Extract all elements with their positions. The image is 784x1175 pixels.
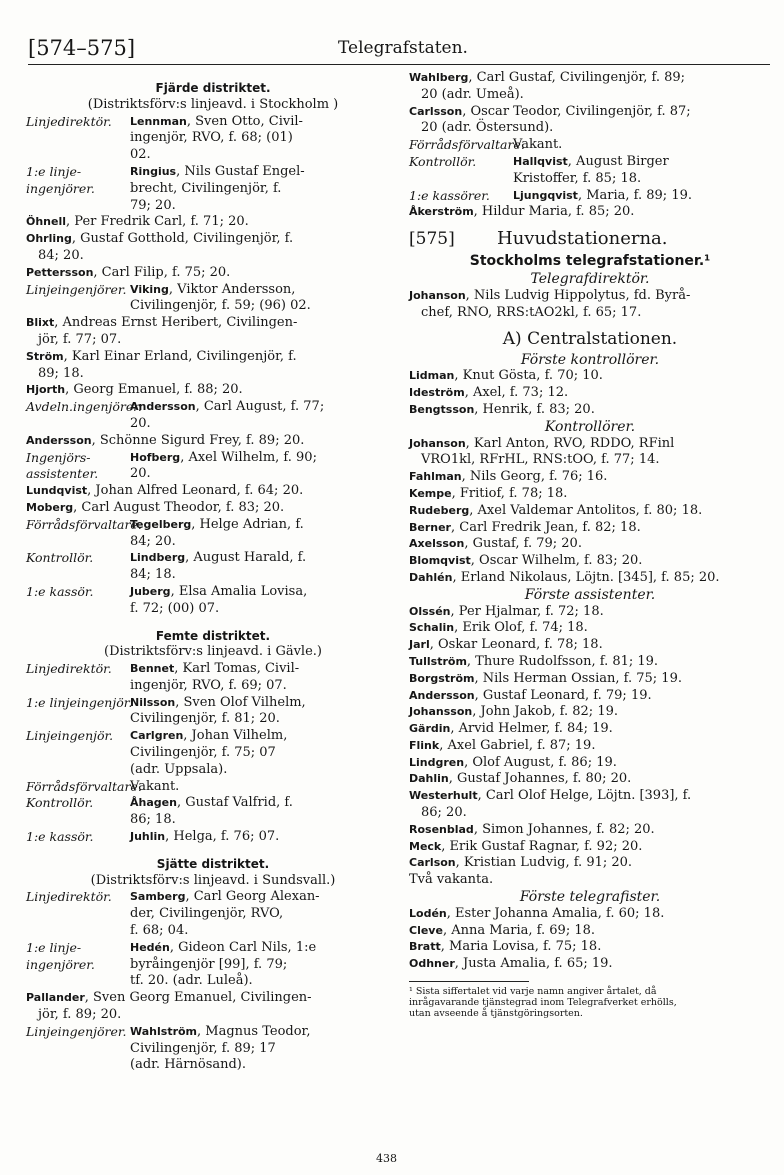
- role-label: Linjedirektör.: [26, 661, 112, 677]
- entry-continuation: jör, f. 77; 07.: [38, 331, 122, 347]
- entry-with-role: [26, 795, 400, 812]
- entry-line: Carlsson, Oscar Teodor, Civilingenjör, f. 87;: [409, 103, 691, 119]
- entry-with-role: [26, 779, 400, 796]
- entry-line: Ohrling, Gustaf Gotthold, Civilingenjör, f.: [26, 231, 294, 247]
- entry-with-role: [26, 889, 400, 906]
- role-label: Linjeingenjörer.: [26, 1023, 127, 1039]
- entry-text: 20.: [130, 466, 151, 482]
- role-label: ingenjörer.: [26, 180, 95, 196]
- role-label: Förrådsförvaltare.: [409, 137, 525, 153]
- surname: Ström: [26, 349, 64, 363]
- surname: Öhnell: [26, 215, 67, 229]
- role-label: 1:e linje-: [26, 163, 82, 179]
- surname: Wahlberg: [409, 71, 469, 84]
- entry-continuation: f. 72; (00) 07.: [130, 600, 220, 616]
- entry-with-role: [409, 154, 771, 171]
- entry-continuation: Civilingenjör, f. 89; 17: [130, 1040, 276, 1056]
- role-label: 1:e linjeingenjör.: [26, 694, 133, 710]
- entry-continuation: 20 (adr. Östersund).: [421, 120, 554, 136]
- entry-line: Ström, Karl Einar Erland, Civilingenjör, f.: [26, 348, 297, 364]
- entry-line: Två vakanta.: [409, 872, 494, 888]
- entry-line: Andersson, Gustaf Leonard, f. 79; 19.: [409, 687, 652, 703]
- entry-text: Hofberg, Axel Wilhelm, f. 90;: [130, 449, 317, 465]
- entry-line: Bengtsson, Henrik, f. 83; 20.: [409, 401, 595, 417]
- rank-heading: Förste assistenter.: [524, 586, 656, 603]
- surname: Fahlman: [409, 470, 462, 484]
- right-column: [409, 70, 771, 1019]
- surname: Johanson: [409, 288, 466, 302]
- surname: Nilsson: [130, 695, 176, 709]
- surname: Johansson: [409, 705, 473, 719]
- entry-line: Kempe, Fritiof, f. 78; 18.: [409, 485, 568, 501]
- entry-text: Tegelberg, Helge Adrian, f.: [130, 516, 304, 532]
- entry-line: Axelsson, Gustaf, f. 79; 20.: [409, 536, 582, 552]
- section-heading: [409, 227, 771, 251]
- entry-text: Bennet, Karl Tomas, Civil-: [130, 661, 300, 677]
- role-label: ingenjörer.: [26, 956, 95, 972]
- entry-with-role: [26, 584, 400, 601]
- surname: Lundqvist: [26, 484, 88, 498]
- surname: Gärdin: [409, 722, 451, 736]
- surname: Ideström: [409, 386, 465, 400]
- entry-line: Gärdin, Arvid Helmer, f. 84; 19.: [409, 721, 613, 737]
- district-subheading: (Distriktsförv:s linjeavd. i Sundsvall.): [90, 872, 336, 888]
- surname: Borgström: [409, 671, 475, 685]
- surname: Hjorth: [26, 383, 66, 397]
- surname: Meck: [409, 839, 442, 853]
- entry-line: Blomqvist, Oscar Wilhelm, f. 83; 20.: [409, 553, 643, 569]
- entry-with-role: [409, 188, 771, 205]
- entry-text: Vakant.: [130, 778, 180, 794]
- role-label: 1:e kassörer.: [409, 187, 490, 203]
- surname: Hofberg: [130, 450, 181, 464]
- entry-continuation: 20.: [130, 415, 151, 431]
- entry-continuation: f. 68; 04.: [130, 923, 189, 939]
- entry-line: Rosenblad, Simon Johannes, f. 82; 20.: [409, 821, 655, 837]
- role-label: Linjedirektör.: [26, 889, 112, 905]
- surname: Pettersson: [26, 265, 94, 279]
- entry-continuation: VRO1kl, RFrHL, RNS:tOO, f. 77; 14.: [421, 452, 660, 468]
- role-label: Förrådsförvaltare.: [26, 778, 142, 794]
- entry-line: Hjorth, Georg Emanuel, f. 88; 20.: [26, 382, 243, 398]
- surname: Johanson: [409, 436, 466, 450]
- entry-line: Lundqvist, Johan Alfred Leonard, f. 64; 20.: [26, 483, 304, 499]
- rank-heading: Förste kontrollörer.: [520, 351, 660, 368]
- entry-with-role: [26, 399, 400, 416]
- surname: Westerhult: [409, 789, 478, 803]
- entry-continuation: Civilingenjör, f. 81; 20.: [130, 711, 280, 727]
- section-title: Huvudstationerna.: [497, 228, 668, 250]
- role-label: Kontrollör.: [409, 153, 477, 169]
- entry-continuation: ingenjör, RVO, f. 69; 07.: [130, 677, 287, 693]
- surname: Jarl: [409, 638, 430, 652]
- surname: Carlson: [409, 856, 456, 870]
- surname: Samberg: [130, 890, 186, 904]
- entry-line: Åkerström, Hildur Maria, f. 85; 20.: [409, 204, 635, 220]
- entry-with-role: [26, 550, 400, 567]
- page-number: 438: [376, 1152, 397, 1165]
- entry-with-role: [26, 728, 400, 745]
- entry-text: Ljungqvist, Maria, f. 89; 19.: [513, 187, 692, 203]
- role-label: Linjeingenjör.: [26, 728, 114, 744]
- entry-with-role: [26, 829, 400, 846]
- entry-continuation: der, Civilingenjör, RVO,: [130, 906, 284, 922]
- surname: Lindgren: [409, 755, 465, 769]
- surname: Carlgren: [130, 729, 184, 743]
- surname: Tullström: [409, 654, 467, 668]
- entry-with-role: [26, 114, 400, 131]
- surname: Schalin: [409, 621, 455, 635]
- entry-text: Hedén, Gideon Carl Nils, 1:e: [130, 939, 317, 955]
- role-label: Linjeingenjörer.: [26, 281, 127, 297]
- district-heading: Fjärde distriktet.: [155, 81, 271, 95]
- entry-continuation: (adr. Uppsala).: [130, 761, 228, 777]
- entry-line: Öhnell, Per Fredrik Carl, f. 71; 20.: [26, 214, 249, 230]
- entry-line: Andersson, Schönne Sigurd Frey, f. 89; 20.: [26, 432, 305, 448]
- entry-line: Borgström, Nils Herman Ossian, f. 75; 19.: [409, 670, 682, 686]
- role-label: 1:e linje-: [26, 939, 82, 955]
- entry-continuation: chef, RNO, RRS:tAO2kl, f. 65; 17.: [421, 304, 642, 320]
- entry-line: Odhner, Justa Amalia, f. 65; 19.: [409, 956, 613, 972]
- entry-line: Bratt, Maria Lovisa, f. 75; 18.: [409, 939, 602, 955]
- entry-line: Pettersson, Carl Filip, f. 75; 20.: [26, 264, 231, 280]
- surname: Moberg: [26, 500, 74, 514]
- header-rule: [28, 64, 770, 65]
- entry-line: Olssén, Per Hjalmar, f. 72; 18.: [409, 603, 604, 619]
- entry-with-role: [26, 517, 400, 534]
- surname: Tegelberg: [130, 517, 192, 531]
- surname: Andersson: [26, 433, 92, 447]
- surname: Juberg: [130, 584, 171, 598]
- surname: Hedén: [130, 940, 170, 954]
- surname: Rudeberg: [409, 503, 470, 517]
- surname: Juhlin: [130, 830, 166, 844]
- entry-line: Ideström, Axel, f. 73; 12.: [409, 385, 569, 401]
- surname: Hallqvist: [513, 154, 568, 168]
- entry-line: Dahlén, Erland Nikolaus, Löjtn. [345], f. 85; 20.: [409, 569, 720, 585]
- role-label: 1:e kassör.: [26, 583, 94, 599]
- surname: Blixt: [26, 316, 55, 330]
- entry-continuation: 02.: [130, 147, 151, 163]
- entry-continuation: (adr. Härnösand).: [130, 1057, 247, 1073]
- district-heading: Femte distriktet.: [155, 628, 271, 643]
- entry-line: Lindgren, Olof August, f. 86; 19.: [409, 754, 617, 770]
- entry-continuation: tf. 20. (adr. Luleå).: [130, 973, 253, 989]
- entry-text: Carlgren, Johan Vilhelm,: [130, 728, 288, 744]
- district-heading: Sjätte distriktet.: [156, 856, 270, 871]
- entry-with-role: [26, 695, 400, 712]
- entry-with-role: [26, 164, 400, 181]
- entry-continuation: Civilingenjör, f. 75; 07: [130, 745, 276, 761]
- surname: Åkerström: [409, 205, 474, 219]
- role-label: Avdeln.ingenjörer.: [26, 399, 142, 415]
- subsection-heading: A) Centralstationen.: [502, 328, 678, 349]
- entry-line: Jarl, Oskar Leonard, f. 78; 18.: [409, 637, 603, 653]
- entry-with-role: [26, 957, 400, 974]
- role-label: Ingenjörs-: [26, 449, 91, 465]
- surname: Olssén: [409, 604, 451, 618]
- surname: Dahlén: [409, 570, 453, 584]
- surname: Carlsson: [409, 104, 463, 118]
- entry-line: Rudeberg, Axel Valdemar Antolitos, f. 80; 18.: [409, 502, 703, 518]
- running-title: Telegrafstaten.: [338, 38, 468, 58]
- surname: Åhagen: [130, 796, 177, 810]
- entry-continuation: jör, f. 89; 20.: [38, 1007, 122, 1023]
- footnote-line: utan avseende å tjänstgöringsorten.: [409, 1008, 583, 1020]
- entry-text: Juhlin, Helga, f. 76; 07.: [130, 829, 280, 845]
- entry-line: Westerhult, Carl Olof Helge, Löjtn. [393], f.: [409, 788, 692, 804]
- entry-with-role: [409, 137, 771, 154]
- entry-text: Samberg, Carl Georg Alexan-: [130, 889, 320, 905]
- rank-heading: Kontrollörer.: [544, 418, 636, 435]
- entry-text: Lindberg, August Harald, f.: [130, 550, 307, 566]
- entry-line: Lidman, Knut Gösta, f. 70; 10.: [409, 368, 603, 384]
- entry-text: Hallqvist, August Birger: [513, 153, 669, 169]
- entry-text: Nilsson, Sven Olof Vilhelm,: [130, 694, 306, 710]
- entry-text: byråingenjör [99], f. 79;: [130, 956, 288, 972]
- surname: Cleve: [409, 923, 443, 937]
- rank-heading: Förste telegrafister.: [519, 889, 661, 906]
- entry-text: Vakant.: [513, 137, 563, 153]
- section-number: [575]: [409, 229, 455, 250]
- entry-text: Viking, Viktor Andersson,: [130, 281, 296, 297]
- entry-line: Johanson, Nils Ludvig Hippolytus, fd. Byrå-: [409, 287, 691, 303]
- role-label: assistenter.: [26, 466, 99, 482]
- role-label: Förrådsförvaltare.: [26, 516, 142, 532]
- entry-line: Wahlberg, Carl Gustaf, Civilingenjör, f. 89;: [409, 70, 686, 85]
- entry-text: Ringius, Nils Gustaf Engel-: [130, 163, 305, 179]
- surname: Bengtsson: [409, 402, 475, 416]
- district-subheading: (Distriktsförv:s linjeavd. i Stockholm ): [87, 96, 339, 112]
- role-label: Kontrollör.: [26, 550, 94, 566]
- entry-with-role: [26, 661, 400, 678]
- entry-continuation: Civilingenjör, f. 59; (96) 02.: [130, 298, 311, 314]
- entry-line: Fahlman, Nils Georg, f. 76; 16.: [409, 469, 608, 485]
- entry-with-role: [26, 181, 400, 198]
- surname: Lindberg: [130, 551, 186, 565]
- entry-with-role: [26, 282, 400, 299]
- entry-line: Tullström, Thure Rudolfsson, f. 81; 19.: [409, 653, 659, 669]
- entry-text: Lennman, Sven Otto, Civil-: [130, 113, 303, 129]
- entry-line: Lodén, Ester Johanna Amalia, f. 60; 18.: [409, 905, 665, 921]
- entry-continuation: 84; 18.: [130, 567, 176, 583]
- entry-text: Åhagen, Gustaf Valfrid, f.: [130, 795, 293, 811]
- entry-line: Johanson, Karl Anton, RVO, RDDO, RFinl: [409, 435, 675, 451]
- surname: Blomqvist: [409, 554, 471, 568]
- entry-text: Juberg, Elsa Amalia Lovisa,: [130, 583, 308, 599]
- entry-continuation: 20 (adr. Umeå).: [421, 86, 524, 102]
- surname: Viking: [130, 282, 169, 296]
- role-label: 1:e kassör.: [26, 829, 94, 845]
- entry-continuation: 86; 20.: [421, 805, 467, 821]
- surname: Dahlin: [409, 772, 449, 786]
- district-subheading: (Distriktsförv:s linjeavd. i Gävle.): [104, 644, 322, 660]
- surname: Andersson: [130, 400, 196, 414]
- entry-continuation: 79; 20.: [130, 197, 176, 213]
- entry-continuation: 84; 20.: [38, 247, 84, 263]
- footnote-line: ¹ Sista siffertalet vid varje namn angiver årtalet, då: [409, 986, 657, 998]
- surname: Flink: [409, 738, 440, 752]
- footnote-rule: [409, 981, 529, 982]
- left-column: [26, 70, 400, 1074]
- entry-line: Pallander, Sven Georg Emanuel, Civilingen-: [26, 990, 312, 1006]
- page-range: [574–575]: [28, 36, 136, 60]
- entry-continuation: ingenjör, RVO, f. 68; (01): [130, 130, 293, 146]
- entry-line: Cleve, Anna Maria, f. 69; 18.: [409, 922, 596, 938]
- entry-line: Johansson, John Jakob, f. 82; 19.: [409, 704, 618, 720]
- role-label: Kontrollör.: [26, 795, 94, 811]
- entry-continuation: 89; 18.: [38, 365, 84, 381]
- surname: Lennman: [130, 114, 187, 128]
- entry-text: brecht, Civilingenjör, f.: [130, 180, 282, 196]
- entry-line: Berner, Carl Fredrik Jean, f. 82; 18.: [409, 519, 641, 535]
- rank-heading: Telegrafdirektör.: [530, 271, 650, 288]
- surname: Kempe: [409, 486, 452, 500]
- entry-line: Moberg, Carl August Theodor, f. 83; 20.: [26, 499, 285, 515]
- entry-continuation: 84; 20.: [130, 533, 176, 549]
- surname: Bennet: [130, 662, 175, 676]
- surname: Ljungqvist: [513, 188, 578, 202]
- surname: Bratt: [409, 940, 441, 954]
- entry-continuation: Kristoffer, f. 85; 18.: [513, 170, 642, 186]
- footnote-line: inrågavarande tjänstegrad inom Telegrafverket erhölls,: [409, 997, 677, 1009]
- station-heading: Stockholms telegrafstationer.¹: [469, 253, 711, 270]
- surname: Pallander: [26, 991, 85, 1005]
- entry-continuation: 86; 18.: [130, 812, 176, 828]
- entry-line: Dahlin, Gustaf Johannes, f. 80; 20.: [409, 771, 632, 787]
- entry-line: Schalin, Erik Olof, f. 74; 18.: [409, 620, 588, 636]
- entry-with-role: [26, 466, 400, 483]
- role-label: Linjedirektör.: [26, 113, 112, 129]
- entry-line: Meck, Erik Gustaf Ragnar, f. 92; 20.: [409, 838, 643, 854]
- entry-with-role: [26, 940, 400, 957]
- entry-text: Wahlström, Magnus Teodor,: [130, 1023, 311, 1039]
- surname: Wahlström: [130, 1024, 198, 1038]
- surname: Ringius: [130, 164, 177, 178]
- surname: Andersson: [409, 688, 475, 702]
- surname: Lidman: [409, 369, 455, 383]
- entry-text: Andersson, Carl August, f. 77;: [130, 399, 325, 415]
- surname: Lodén: [409, 906, 447, 920]
- entry-with-role: [26, 1024, 400, 1041]
- surname: Ohrling: [26, 232, 72, 246]
- surname: Odhner: [409, 957, 455, 971]
- surname: Axelsson: [409, 537, 465, 551]
- entry-line: Flink, Axel Gabriel, f. 87; 19.: [409, 737, 596, 753]
- entry-line: Carlson, Kristian Ludvig, f. 91; 20.: [409, 855, 633, 871]
- entry-line: Blixt, Andreas Ernst Heribert, Civilingen-: [26, 315, 298, 331]
- entry-with-role: [26, 450, 400, 467]
- surname: Rosenblad: [409, 822, 474, 836]
- surname: Berner: [409, 520, 451, 534]
